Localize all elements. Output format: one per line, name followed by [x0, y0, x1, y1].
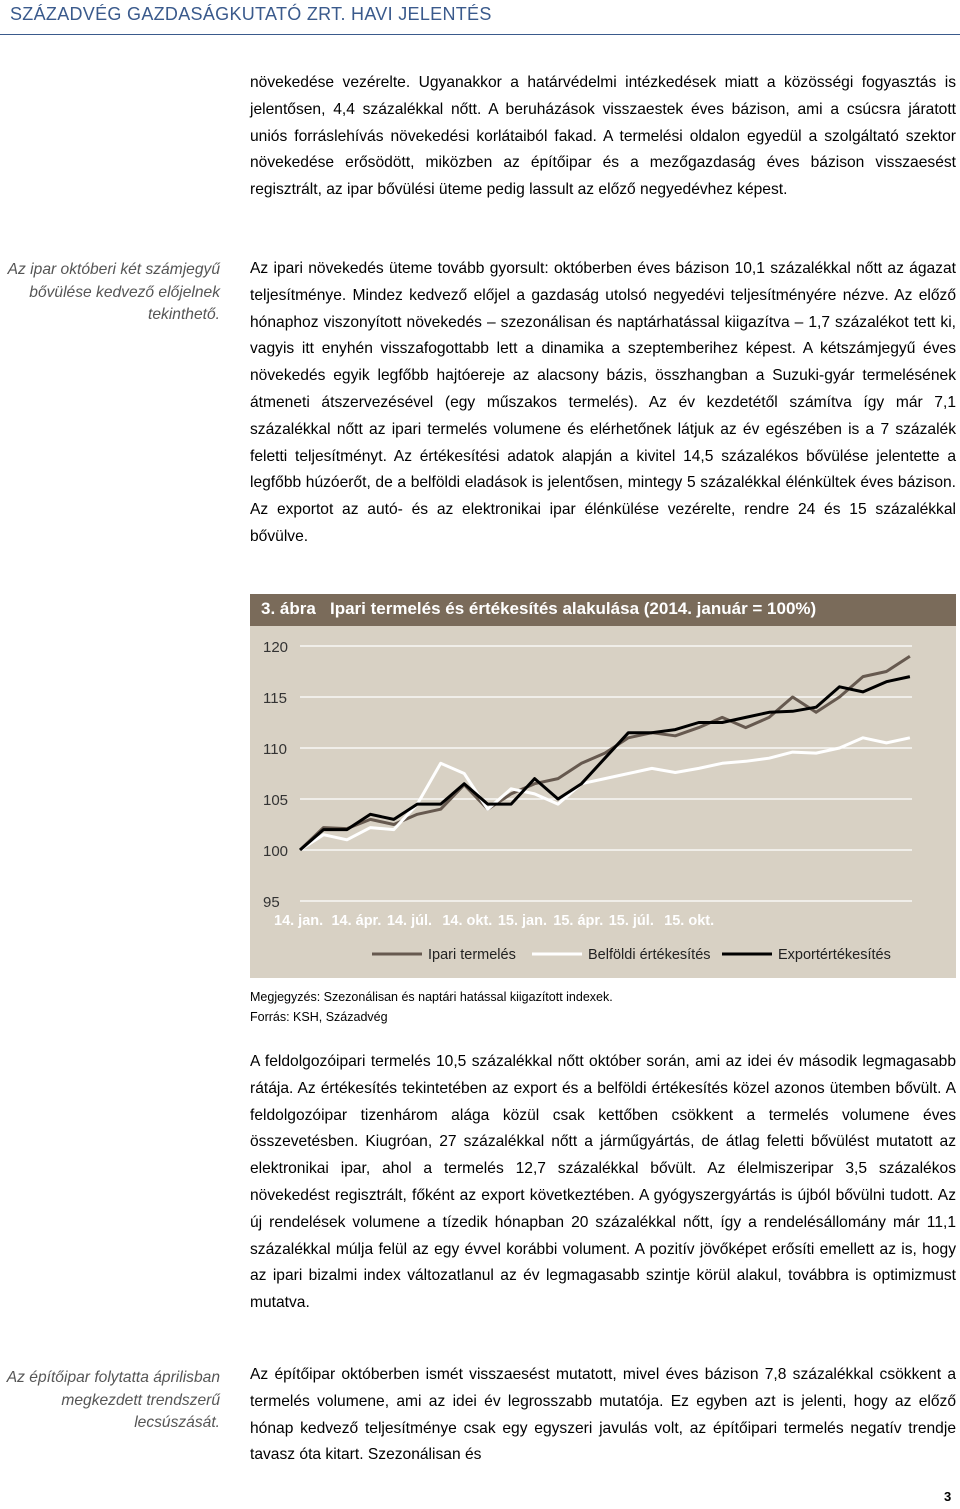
x-tick-label: 14. júl. [386, 913, 433, 929]
figure-source: Forrás: KSH, Századvég [250, 1010, 388, 1024]
figure-number: 3. ábra [261, 599, 316, 618]
y-tick-label: 105 [263, 792, 289, 809]
x-tick-label: 15. ápr. [553, 913, 604, 929]
legend-label: Exportértékesítés [778, 947, 891, 963]
figure-title [261, 599, 816, 619]
y-tick-label: 120 [263, 639, 289, 656]
paragraph-3: A feldolgozóipari termelés 10,5 százalékkal nőtt október során, ami az idei év második legmagasabb rátája. Az értékesítés tekintetében az export és a belföldi értékesítés közel azonos ütemben bővült. A feldolgozóipar tizenhárom alága közül csak kettőben csökkent a termelés volumene éves összevetésben. Kiugróan, 27 százalékkal nőtt a járműgyártás, de átlag feletti bővülést mutatott az elektronikai ipar, ahol a termelés 12,7 százalékkal bővült. Az élelmiszeripar 3,5 százalékos növekedést regisztrált, főként az export következtében. A gyógyszergyártás is újból bővülni tudott. Az új rendelések volumene a tízedik hónapban 20 százalékkal nőtt, így a rendelésállomány már 11,1 százalékkal múlja felül az egy évvel korábbi volument. A pozitív jövőképet erősíti emellett az is, hogy az ipari bizalmi index változatlanul az év legmagasabb szintje körül alakul, továbbra is optimizmust mutatva. [250, 1053, 956, 1312]
line-chart [250, 626, 956, 978]
y-tick-label: 100 [263, 843, 289, 860]
x-tick-label: 14. ápr. [331, 913, 382, 929]
y-tick-label: 115 [263, 690, 287, 707]
legend-label: Belföldi értékesítés [588, 947, 711, 963]
figure-note: Megjegyzés: Szezonálisan és naptári hatással kiigazított indexek. [250, 990, 613, 1004]
paragraph-4: Az építőipar októberben ismét visszaesést mutatott, mivel éves bázison 7,8 százalékkal csökkent a termelés volumene, ami az idei év legrosszabb mutatója. Ez egyben azt is jelenti, hogy az előző hónap kedvező teljesítménye csak egy egyszeri javulás volt, az építőipari termelés negatív trendje tavasz óta kitart. Szezonálisan és [250, 1366, 956, 1464]
report-header-title: SZÁZADVÉG GAZDASÁGKUTATÓ ZRT. HAVI JELENTÉS [10, 4, 492, 24]
paragraph-2: Az ipari növekedés üteme tovább gyorsult: októberben éves bázison 10,1 százalékkal nőtt az ágazat teljesítménye. Mindez kedvező előjel a gazdaság utolsó negyedévi teljesítményére nézve. Az előző hónaphoz viszonyított növekedés – szezonálisan és naptárhatással kiigazítva – 1,7 százalékot tett ki, vagyis itt enyhén visszafogottabb lett a dinamika a szeptemberihez képest. A kétszámjegyű éves növekedés egyik legfőbb hajtóereje az alacsony bázis, összhangban a Suzuki-gyár termelésének átmeneti átszervezésével (egy műszakos termelés). Az év kezdetétől számítva így már 7,1 százalékkal nőtt az ipari termelés volumene és elérhetőnek látjuk az év egészében is a 7 százalék feletti teljesítményt. Az értékesítési adatok alapján a kivitel 14,5 százalékos bővülése jelentette a legfőbb húzóerőt, de a belföldi eladások is jelentősen, mintegy 5 százalékkal élénkültek éves bázison. Az exportot az autó- és az elektronikai ipar élénkülése vezérelte, rendre 24 és 15 százalékkal bővülve. [250, 260, 956, 545]
figure-notes [250, 987, 613, 1027]
page-header [0, 0, 960, 35]
sidenote-industry: Az ipar októberi két számjegyű bővülése kedvező előjelnek tekinthető. [7, 261, 220, 323]
x-tick-label: 15. okt. [664, 913, 715, 929]
y-tick-label: 95 [263, 894, 280, 911]
sidenote-construction: Az építőipar folytatta áprilisban megkezdett trendszerű lecsúszását. [6, 1369, 220, 1431]
figure-title-bar [250, 594, 956, 626]
paragraph-1: növekedése vezérelte. Ugyanakkor a határvédelmi intézkedések miatt a közösségi fogyasztás is jelentősen, 4,4 százalékkal nőtt. A beruházások visszaestek éves bázison, ami a csúcsra járatott uniós forráslehívás növekedési korlátaiból fakad. A termelési oldalon egyedül a szolgáltató szektor növekedése erősödött, miközben az építőipar és a mezőgazdaság éves bázison visszaesést regisztrált, az ipar bővülési üteme pedig lassult az előző negyedévhez képest. [250, 74, 956, 199]
page-number: 3 [944, 1489, 952, 1504]
x-tick-label: 15. jan. [497, 913, 547, 929]
chart-container [250, 626, 956, 978]
legend-label: Ipari termelés [428, 947, 516, 963]
x-tick-label: 15. júl. [608, 913, 654, 929]
y-tick-label: 110 [263, 741, 287, 758]
figure-caption: Ipari termelés és értékesítés alakulása (2014. január = 100%) [329, 599, 817, 618]
x-tick-label: 14. okt. [442, 913, 493, 929]
x-tick-label: 14. jan. [274, 913, 324, 929]
